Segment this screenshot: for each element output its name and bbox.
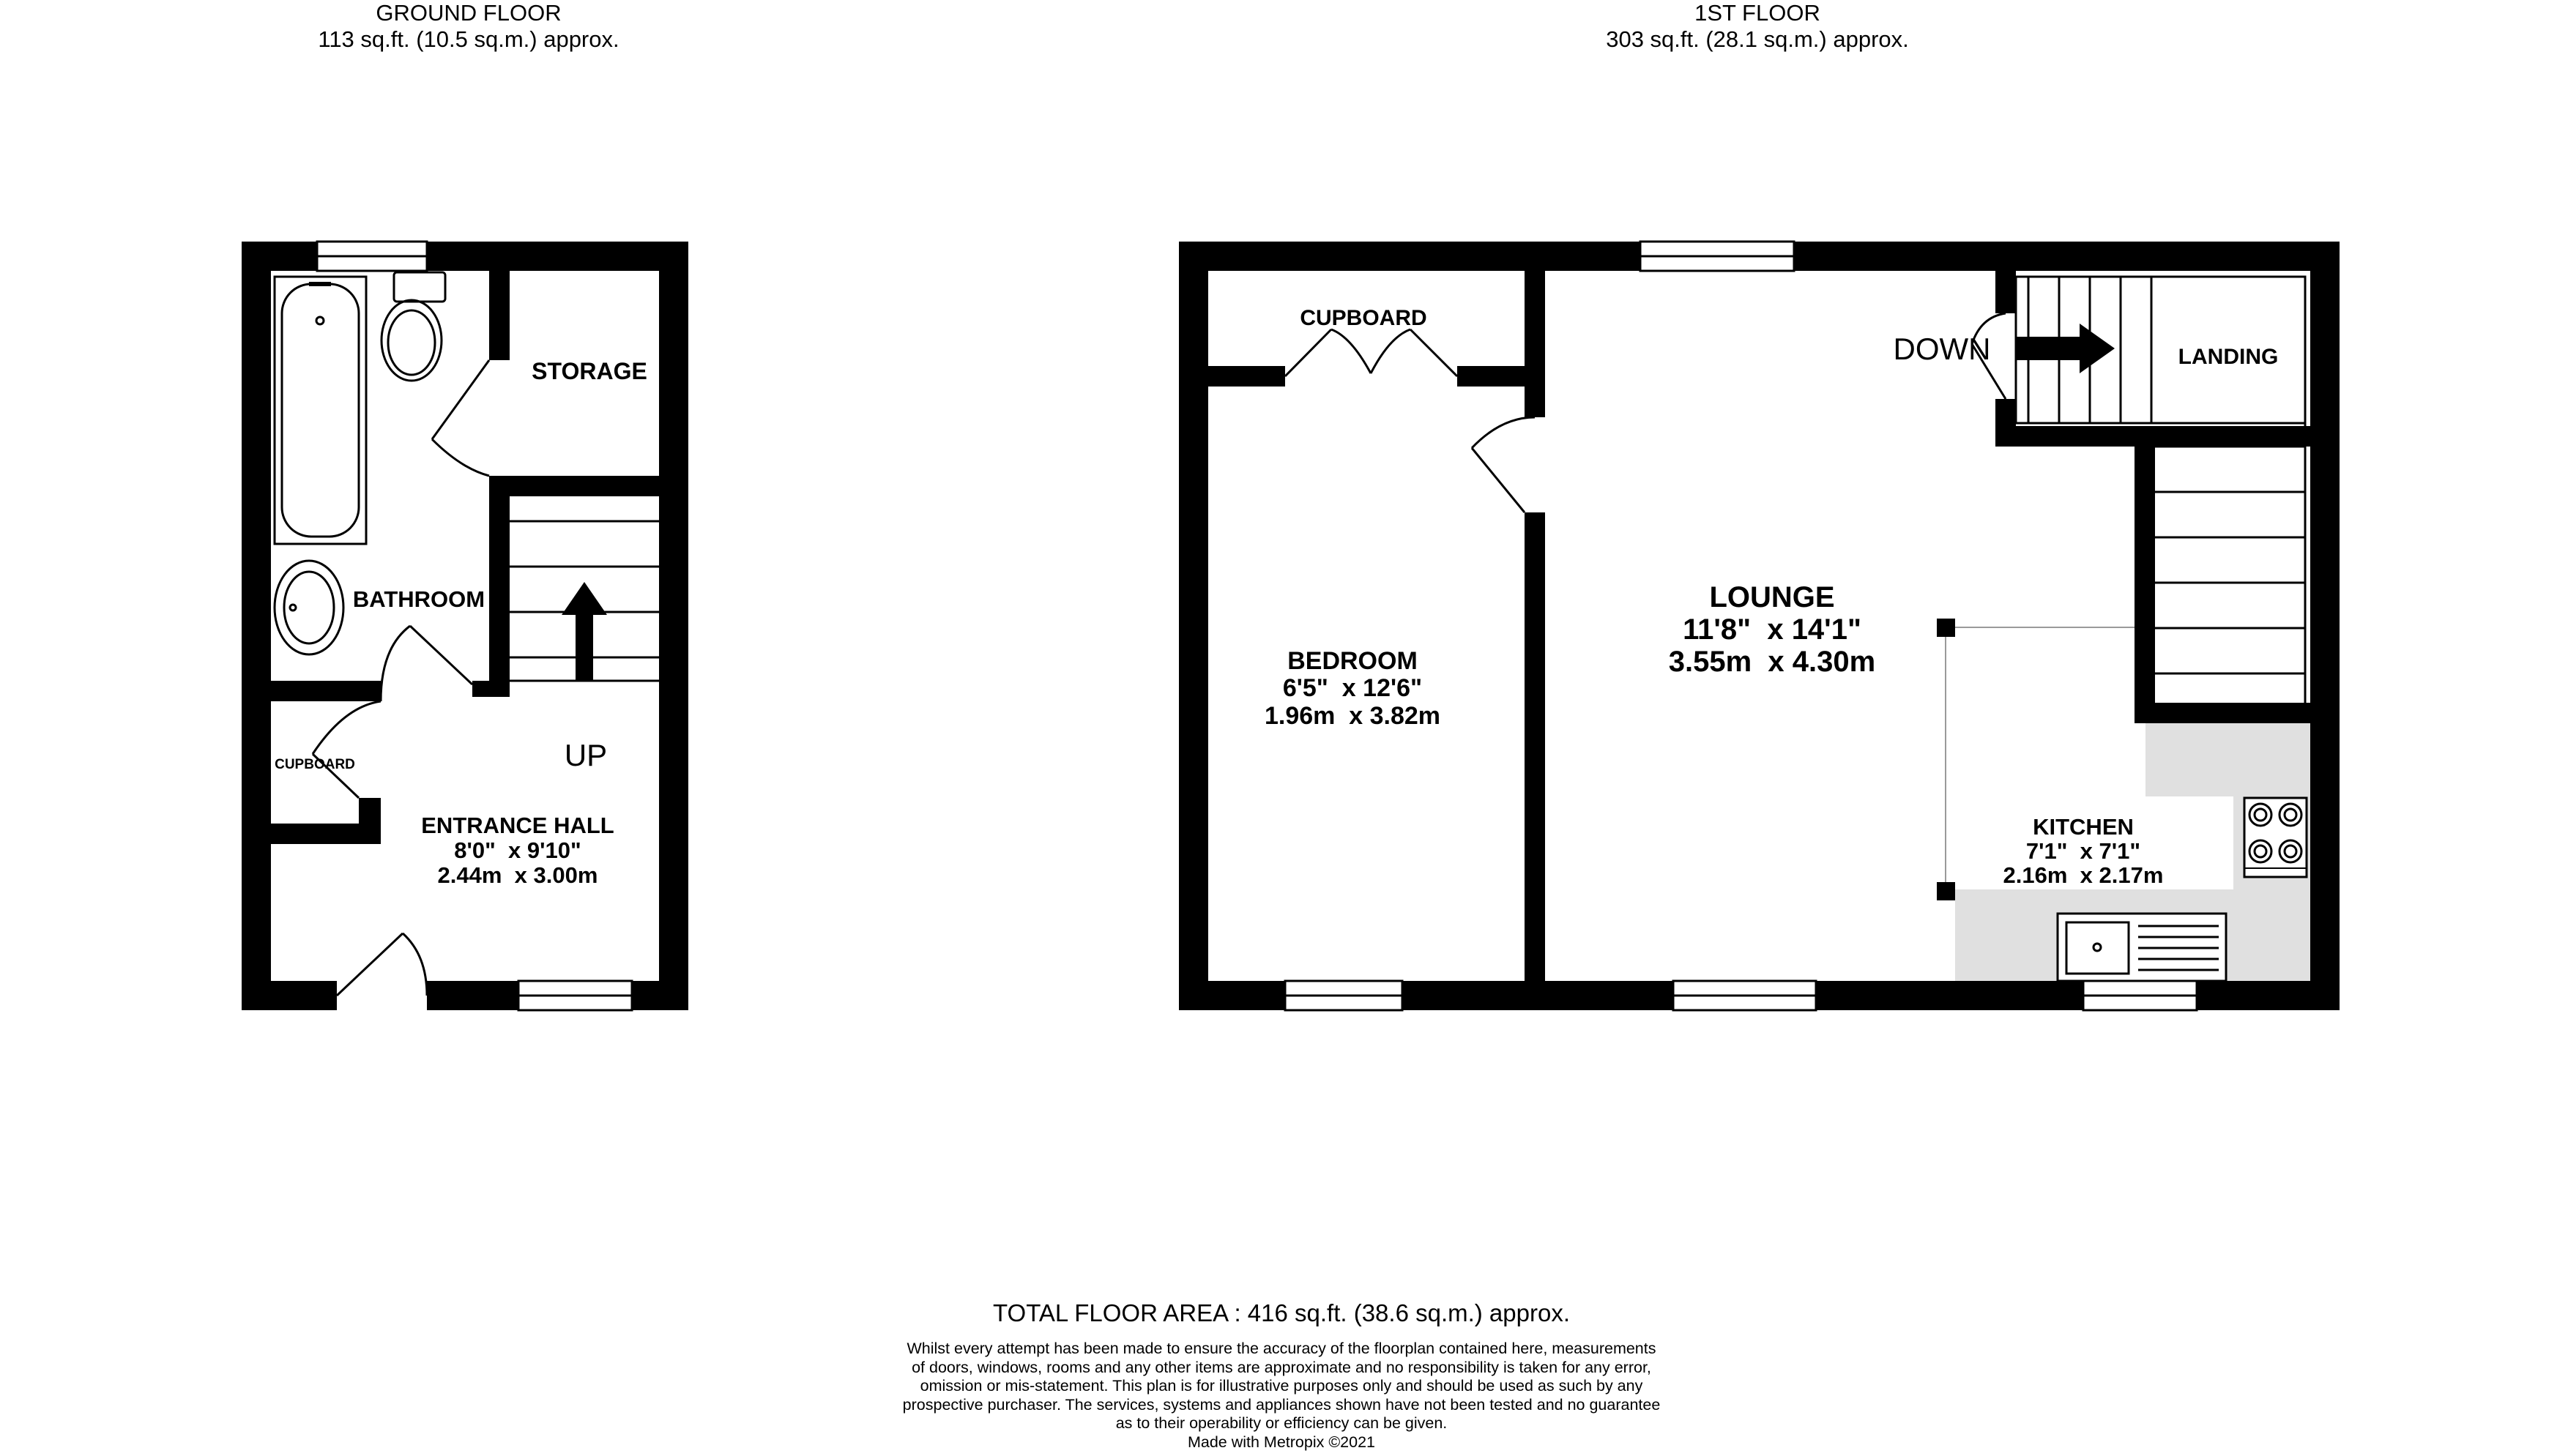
landing-label: LANDING	[2178, 345, 2279, 369]
cupboard-first-label: CUPBOARD	[1300, 306, 1427, 330]
bedroom-imperial: 6'5" x 12'6"	[1282, 674, 1423, 702]
total-floor-area: TOTAL FLOOR AREA : 416 sq.ft. (38.6 sq.m.) approx.	[992, 1299, 1571, 1326]
entrance-hall-imperial: 8'0" x 9'10"	[454, 837, 581, 863]
kitchen-imperial: 7'1" x 7'1"	[2025, 838, 2141, 864]
disclaimer	[805, 1340, 1757, 1452]
metropix-credit: Made with Metropix ©2021	[1187, 1433, 1376, 1451]
first-floor-area: 303 sq.ft. (28.1 sq.m.) approx.	[1606, 26, 1909, 52]
bedroom-label: BEDROOM	[1287, 647, 1418, 675]
hob-icon	[2244, 798, 2307, 877]
basin-icon	[275, 561, 343, 654]
first-floor-title: 1ST FLOOR	[1694, 0, 1820, 26]
disclaimer-line: omission or mis-statement. This plan is for illustrative purposes only and should be used as such by any	[920, 1377, 1643, 1395]
sink-icon	[2058, 914, 2226, 981]
bathroom-label: BATHROOM	[352, 586, 485, 612]
entrance-hall-label: ENTRANCE HALL	[421, 813, 614, 838]
ground-floor-title: GROUND FLOOR	[376, 0, 562, 26]
up-label: UP	[564, 738, 608, 772]
stair-arrow-icon	[562, 582, 607, 681]
bath-icon	[275, 277, 366, 544]
kitchen-metric: 2.16m x 2.17m	[2003, 862, 2164, 888]
kitchen-label: KITCHEN	[2033, 814, 2134, 840]
disclaimer-line: as to their operability or efficiency can be given.	[1115, 1414, 1448, 1432]
disclaimer-line: prospective purchaser. The services, systems and appliances shown have not been tested and no guarantee	[902, 1395, 1661, 1414]
storage-label: STORAGE	[532, 358, 647, 384]
lounge-imperial: 11'8" x 14'1"	[1683, 613, 1861, 646]
disclaimer-line: of doors, windows, rooms and any other items are approximate and no responsibility is taken for any error,	[912, 1358, 1651, 1376]
lounge-label: LOUNGE	[1709, 581, 1835, 613]
ground-floor-plan	[242, 242, 688, 1010]
ground-floor-walls	[242, 242, 688, 1010]
lounge-metric: 3.55m x 4.30m	[1668, 646, 1876, 678]
disclaimer-line: Whilst every attempt has been made to ensure the accuracy of the floorplan contained here, measurements	[907, 1340, 1656, 1357]
ground-floor-doors	[313, 360, 489, 996]
down-label: DOWN	[1893, 332, 1991, 366]
toilet-icon	[382, 272, 445, 381]
bedroom-metric: 1.96m x 3.82m	[1264, 702, 1441, 730]
ground-floor-area: 113 sq.ft. (10.5 sq.m.) approx.	[318, 26, 619, 52]
cupboard-ground-label: CUPBOARD	[275, 757, 355, 772]
entrance-hall-metric: 2.44m x 3.00m	[437, 862, 598, 888]
